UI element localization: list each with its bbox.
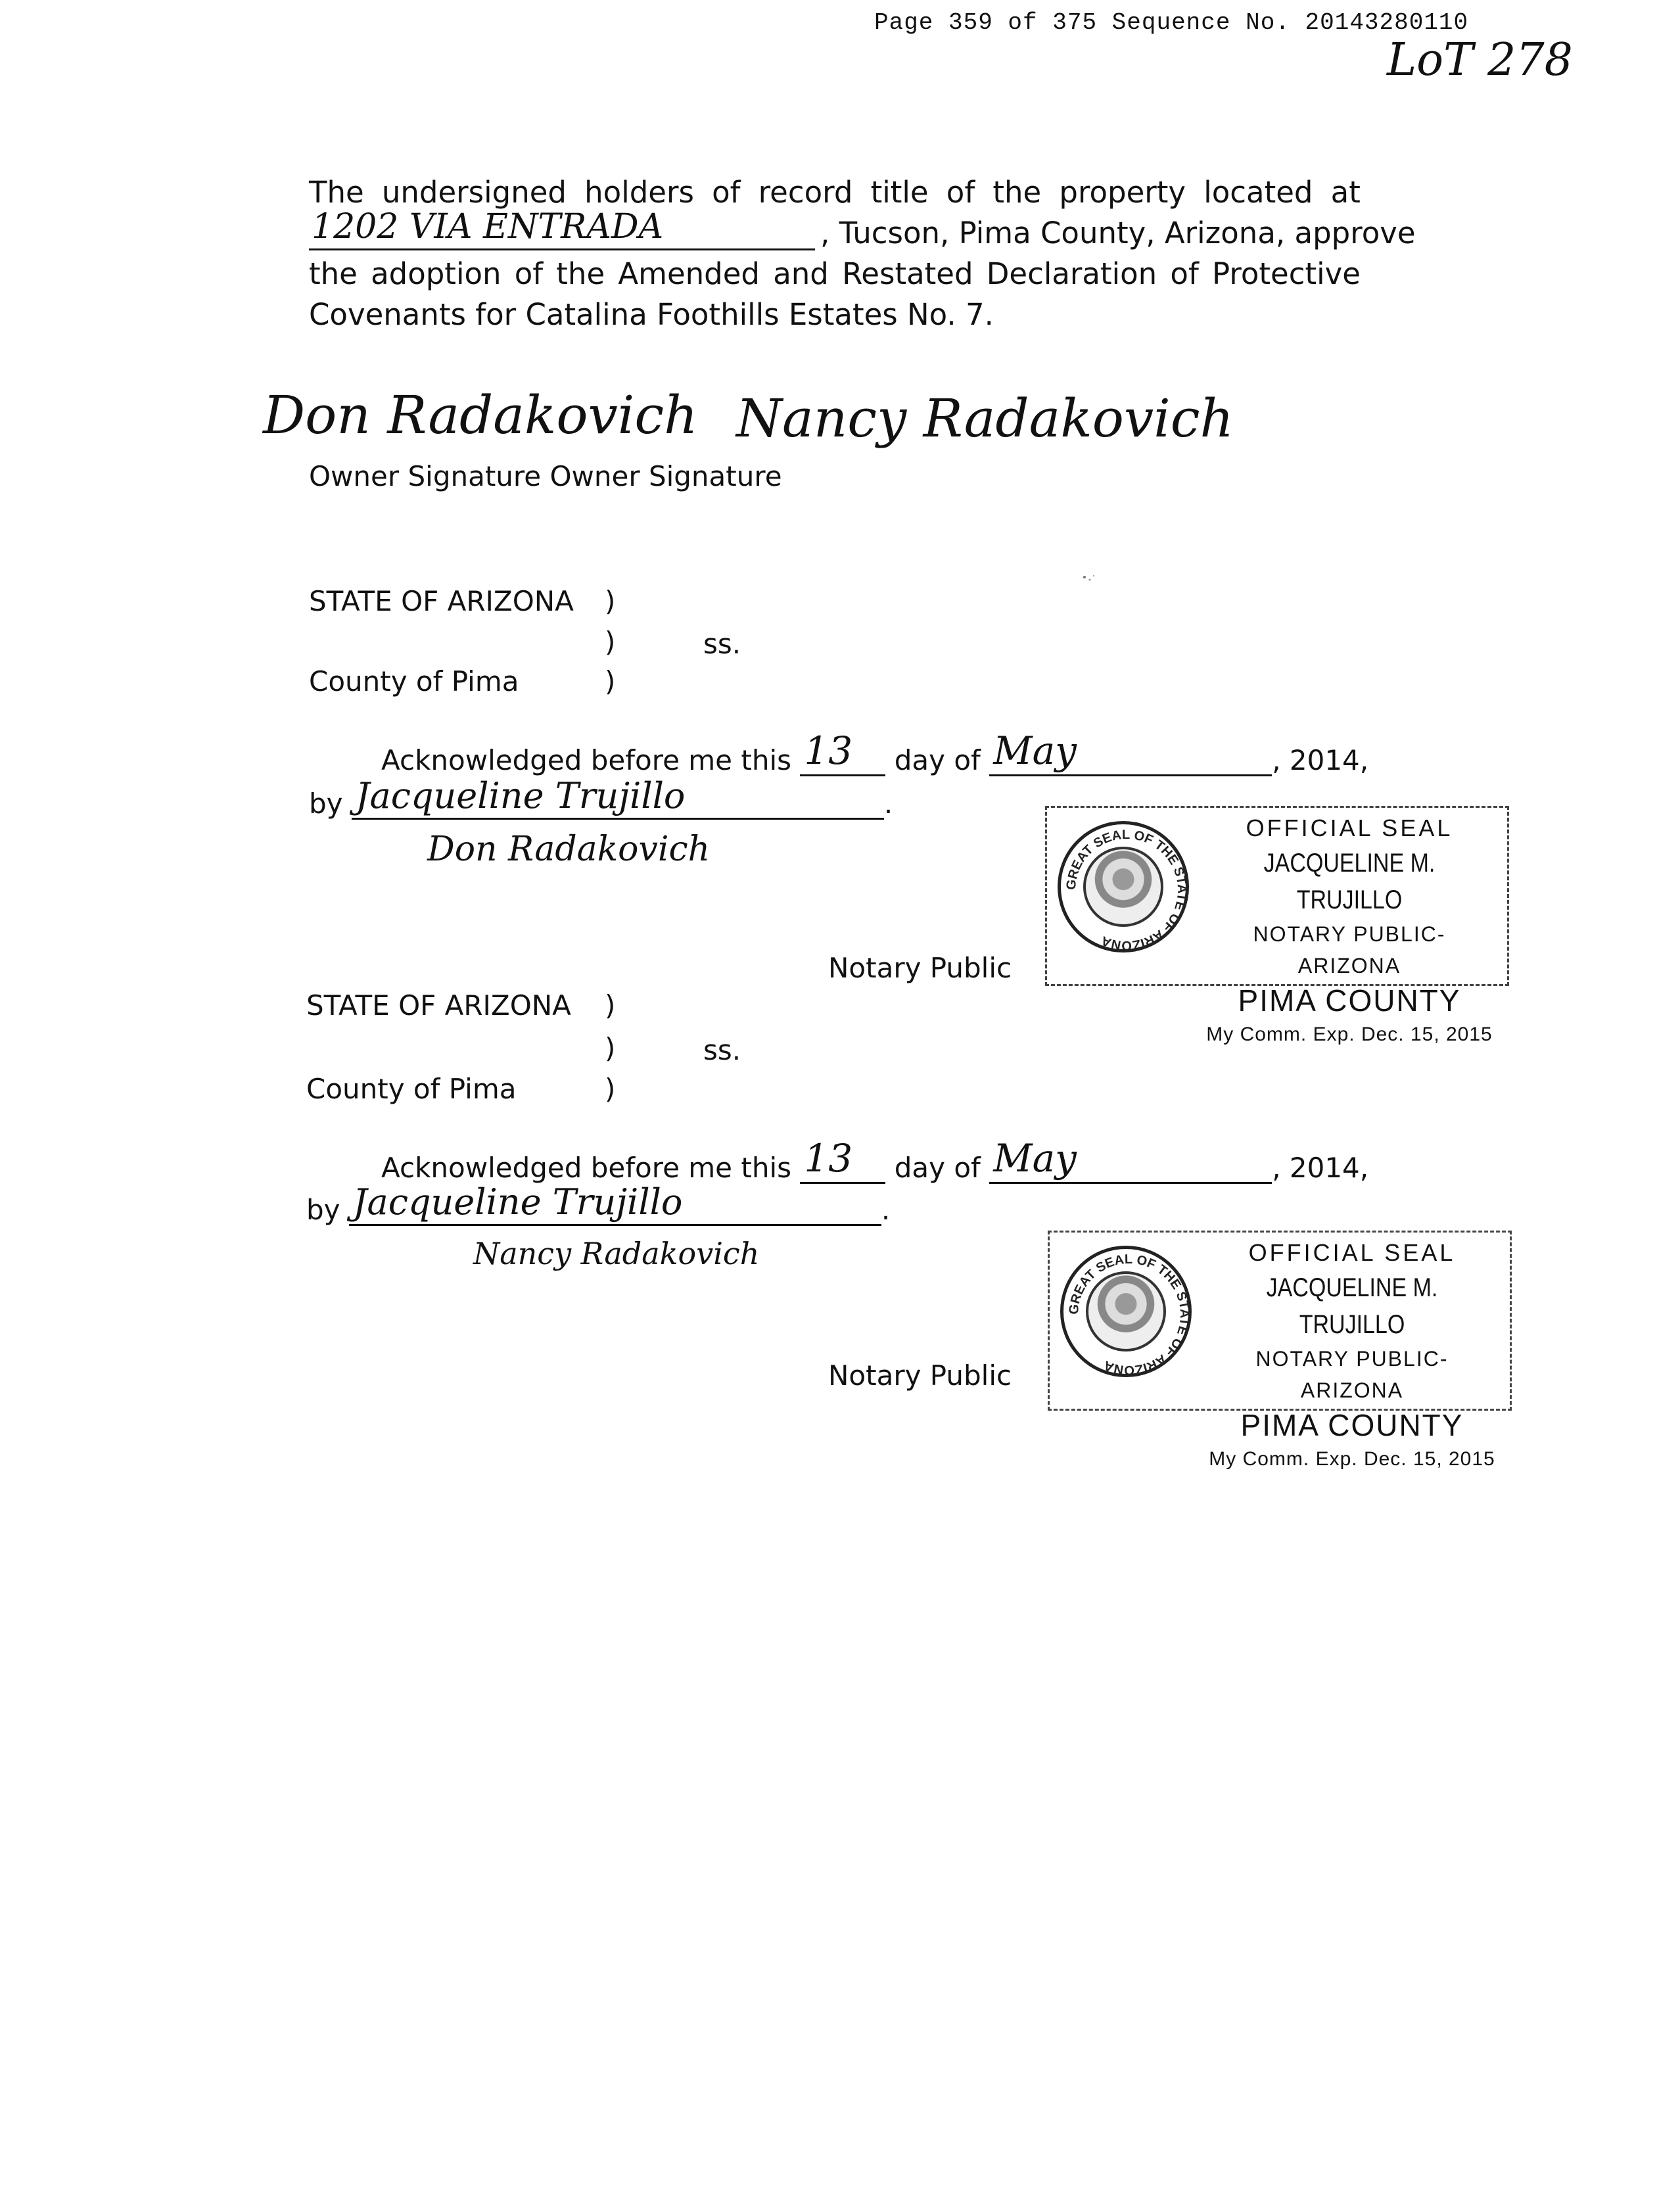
- notary-stamp-2: [1048, 1231, 1512, 1470]
- word: Declaration: [986, 256, 1157, 291]
- acknowledgment-line-2: [381, 1136, 1369, 1184]
- word: and: [773, 256, 829, 291]
- day-field: [800, 1136, 885, 1184]
- paren-2a: ): [605, 989, 616, 1022]
- stamp-county: PIMA COUNTY: [1238, 983, 1461, 1018]
- notary-signature-handwritten: Jacqueline Trujillo: [355, 775, 686, 816]
- stamp-expiry: My Comm. Exp. Dec. 15, 2015: [1209, 1448, 1495, 1470]
- period: .: [883, 788, 893, 820]
- ack-prefix: Acknowledged before me this: [381, 1152, 792, 1184]
- word: the: [309, 256, 358, 291]
- by-line-1: [309, 775, 893, 820]
- word: of: [514, 256, 544, 291]
- acknowledgment-line-1: [381, 728, 1369, 776]
- stamp-county: PIMA COUNTY: [1240, 1408, 1464, 1442]
- word: The: [309, 175, 364, 210]
- arizona-seal-icon: [1058, 821, 1189, 952]
- notary-signature-field: [352, 775, 884, 820]
- notary-signature-handwritten: Jacqueline Trujillo: [352, 1181, 683, 1223]
- svg-text:GREAT SEAL OF THE STATE OF ARI: [1064, 828, 1189, 952]
- word: of: [712, 175, 741, 210]
- stamp-text-block: [1205, 812, 1494, 1050]
- word: holders: [584, 175, 694, 210]
- day-handwritten: 13: [804, 728, 853, 773]
- stamp-notary-name: JACQUELINE M. TRUJILLO: [1266, 1273, 1438, 1339]
- stamp-notary-name: JACQUELINE M. TRUJILLO: [1263, 849, 1435, 914]
- paren-2b: ): [605, 1032, 616, 1064]
- svg-text:GREAT SEAL OF THE STATE OF ARI: [1067, 1252, 1192, 1377]
- word: of: [1170, 256, 1199, 291]
- property-address-field: [309, 207, 815, 250]
- by-label: by: [306, 1194, 340, 1226]
- page-sequence-header: Page 359 of 375 Sequence No. 20143280110: [874, 9, 1469, 36]
- declaration-line-4: Covenants for Catalina Foothills Estates No. 7.: [309, 297, 994, 332]
- paren-1b: ): [605, 626, 616, 658]
- ack-prefix: Acknowledged before me this: [381, 744, 792, 776]
- by-line-2: [306, 1181, 891, 1226]
- day-handwritten: 13: [804, 1136, 853, 1181]
- seal-ring-text: [1061, 824, 1192, 956]
- day-of-label: day of: [894, 1152, 981, 1184]
- scan-speck: [1078, 572, 1098, 585]
- owner-signature-2: Nancy Radakovich: [736, 388, 1234, 449]
- signer-name-handwritten-1: Don Radakovich: [427, 830, 711, 869]
- seal-text: GREAT SEAL OF THE STATE OF ARIZONA: [1066, 1252, 1192, 1378]
- owner-signature-caption: Owner Signature Owner Signature: [309, 460, 782, 492]
- word: Restated: [842, 256, 973, 291]
- lot-number-handwritten: LoT 278: [1387, 34, 1573, 86]
- signer-name-handwritten-2: Nancy Radakovich: [473, 1236, 760, 1271]
- month-handwritten: May: [993, 1136, 1077, 1181]
- owner-signature-1: Don Radakovich: [263, 385, 698, 446]
- stamp-text-block: [1207, 1236, 1497, 1474]
- seal-text: GREAT SEAL OF THE STATE OF ARIZONA: [1063, 827, 1190, 953]
- address-location-text: , Tucson, Pima County, Arizona, approve: [820, 216, 1416, 250]
- month-handwritten: May: [993, 728, 1077, 773]
- word: Amended: [618, 256, 760, 291]
- county-label-1: County of Pima: [309, 665, 519, 697]
- year-label: , 2014,: [1272, 744, 1369, 776]
- stamp-title: OFFICIAL SEAL: [1248, 1239, 1456, 1266]
- word: located: [1203, 175, 1313, 210]
- paren-1a: ): [605, 585, 616, 617]
- month-field: [989, 728, 1272, 776]
- declaration-paragraph: [309, 172, 1416, 335]
- stamp-title: OFFICIAL SEAL: [1246, 814, 1453, 841]
- day-field: [800, 728, 885, 776]
- word: Protective: [1211, 256, 1361, 291]
- period: .: [881, 1194, 891, 1226]
- word: title: [870, 175, 929, 210]
- seal-ring-text: [1063, 1249, 1195, 1380]
- paren-1c: ): [605, 665, 616, 697]
- state-label-2: STATE OF ARIZONA: [306, 989, 571, 1022]
- property-address-handwritten: 1202 VIA ENTRADA: [312, 207, 664, 247]
- declaration-line-3: [309, 254, 1361, 294]
- by-label: by: [309, 788, 343, 820]
- notary-stamp-1: [1045, 806, 1509, 1045]
- notary-public-label-1: Notary Public: [828, 952, 1012, 984]
- state-label-1: STATE OF ARIZONA: [309, 585, 574, 617]
- stamp-role: NOTARY PUBLIC-ARIZONA: [1253, 922, 1446, 977]
- word: of: [946, 175, 975, 210]
- year-label: , 2014,: [1272, 1152, 1369, 1184]
- county-label-2: County of Pima: [306, 1073, 517, 1105]
- declaration-line-2: [309, 207, 1416, 254]
- word: undersigned: [381, 175, 567, 210]
- notary-public-label-2: Notary Public: [828, 1359, 1012, 1392]
- paren-2c: ): [605, 1073, 616, 1105]
- word: the: [992, 175, 1042, 210]
- ss-label-2: ss.: [703, 1034, 741, 1066]
- word: at: [1330, 175, 1361, 210]
- month-field: [989, 1136, 1272, 1184]
- arizona-seal-icon: [1060, 1246, 1192, 1377]
- scan-speck-icon: [1078, 572, 1098, 585]
- day-of-label: day of: [894, 744, 981, 776]
- word: the: [556, 256, 605, 291]
- stamp-role: NOTARY PUBLIC-ARIZONA: [1255, 1347, 1449, 1402]
- notary-signature-field: [349, 1181, 881, 1226]
- stamp-expiry: My Comm. Exp. Dec. 15, 2015: [1206, 1023, 1493, 1045]
- word: adoption: [371, 256, 502, 291]
- word: record: [758, 175, 853, 210]
- ss-label-1: ss.: [703, 628, 741, 660]
- word: property: [1059, 175, 1186, 210]
